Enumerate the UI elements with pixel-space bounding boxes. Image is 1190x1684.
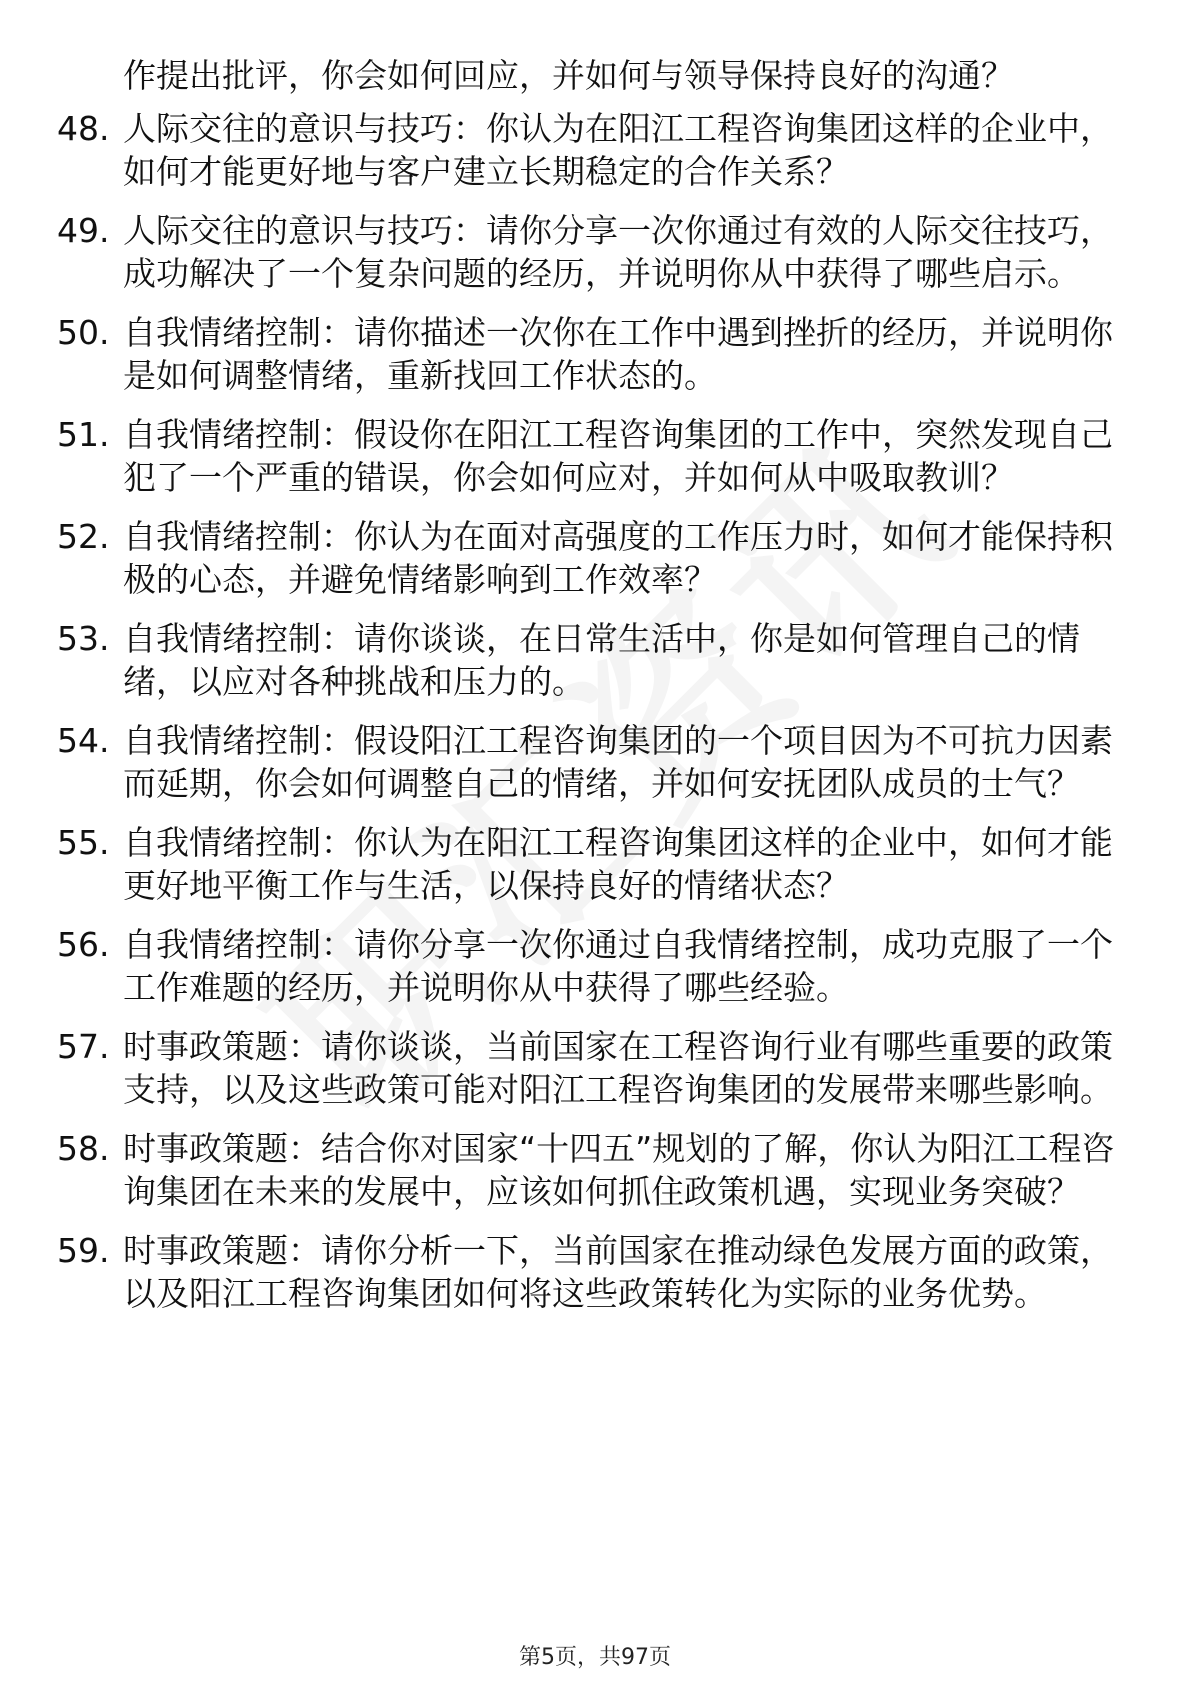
question-item [57, 1127, 1117, 1213]
question-number: 54. [57, 721, 110, 760]
question-text: 时事政策题：结合你对国家“十四五”规划的了解，你认为阳江工程咨询集团在未来的发展中，应该如何抓住政策机遇，实现业务突破？ [123, 1129, 1115, 1211]
question-item [57, 719, 1117, 805]
question-text: 时事政策题：请你分析一下，当前国家在推动绿色发展方面的政策，以及阳江工程咨询集团如何将这些政策转化为实际的业务优势。 [123, 1231, 1113, 1313]
question-number: 58. [57, 1129, 110, 1168]
question-text: 人际交往的意识与技巧：请你分享一次你通过有效的人际交往技巧，成功解决了一个复杂问题的经历，并说明你从中获得了哪些启示。 [123, 211, 1113, 293]
question-item [57, 209, 1117, 295]
question-number: 53. [57, 619, 110, 658]
question-number: 55. [57, 823, 110, 862]
question-text: 人际交往的意识与技巧：你认为在阳江工程咨询集团这样的企业中，如何才能更好地与客户建立长期稳定的合作关系？ [123, 109, 1113, 191]
continued-question-text: 作提出批评，你会如何回应，并如何与领导保持良好的沟通？ [123, 56, 1014, 95]
question-list [57, 54, 1117, 1331]
question-text: 自我情绪控制：假设阳江工程咨询集团的一个项目因为不可抗力因素而延期，你会如何调整自己的情绪，并如何安抚团队成员的士气？ [123, 721, 1113, 803]
question-item [57, 923, 1117, 1009]
question-text: 自我情绪控制：假设你在阳江工程咨询集团的工作中，突然发现自己犯了一个严重的错误，你会如何应对，并如何从中吸取教训？ [123, 415, 1113, 497]
question-item [57, 1229, 1117, 1315]
question-item [57, 107, 1117, 193]
question-item [57, 413, 1117, 499]
question-number: 57. [57, 1027, 110, 1066]
question-item [57, 311, 1117, 397]
question-text: 自我情绪控制：请你描述一次你在工作中遇到挫折的经历，并说明你是如何调整情绪，重新找回工作状态的。 [123, 313, 1113, 395]
question-text: 时事政策题：请你谈谈，当前国家在工程咨询行业有哪些重要的政策支持，以及这些政策可能对阳江工程咨询集团的发展带来哪些影响。 [123, 1027, 1113, 1109]
question-text: 自我情绪控制：你认为在面对高强度的工作压力时，如何才能保持积极的心态，并避免情绪影响到工作效率？ [123, 517, 1113, 599]
question-number: 51. [57, 415, 110, 454]
page-footer: 第5页，共97页 [519, 1645, 671, 1670]
question-item [57, 515, 1117, 601]
question-item [57, 617, 1117, 703]
question-item [57, 821, 1117, 907]
question-number: 50. [57, 313, 110, 352]
question-number: 56. [57, 925, 110, 964]
question-number: 52. [57, 517, 110, 556]
question-text: 自我情绪控制：请你分享一次你通过自我情绪控制，成功克服了一个工作难题的经历，并说明你从中获得了哪些经验。 [123, 925, 1113, 1007]
question-text: 自我情绪控制：你认为在阳江工程咨询集团这样的企业中，如何才能更好地平衡工作与生活，以保持良好的情绪状态？ [123, 823, 1113, 905]
question-number: 48. [57, 109, 110, 148]
question-number: 49. [57, 211, 110, 250]
question-item [57, 1025, 1117, 1111]
question-number: 59. [57, 1231, 110, 1270]
question-text: 自我情绪控制：请你谈谈，在日常生活中，你是如何管理自己的情绪，以应对各种挑战和压力的。 [123, 619, 1080, 701]
